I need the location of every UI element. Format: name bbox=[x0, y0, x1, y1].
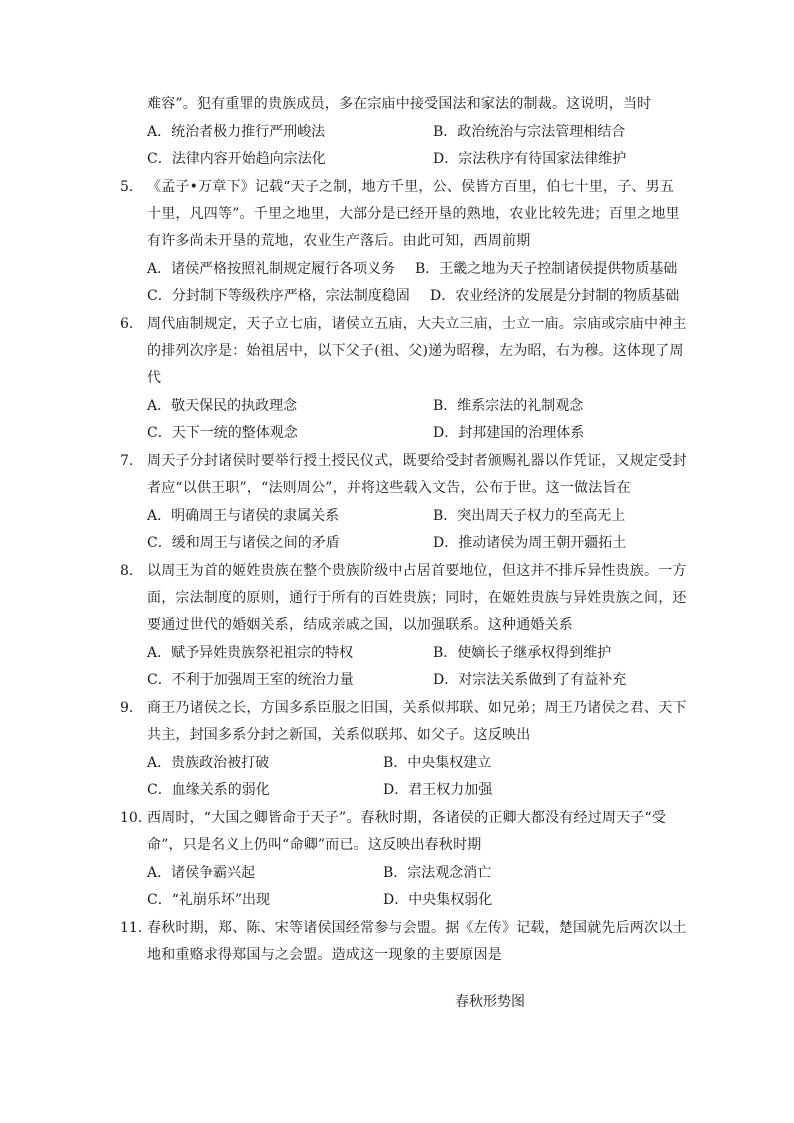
q7-line-2: 者应“以供王职”，“法则周公”，并将这些载入文告，公布于世。这一做法旨在 bbox=[147, 480, 631, 496]
q7-number: 7. bbox=[120, 453, 134, 469]
q6-line-3: 代 bbox=[147, 370, 162, 386]
q5-option-b: B．王畿之地为天子控制诸侯提供物质基础 bbox=[415, 261, 678, 277]
q10-option-d: D．中央集权弱化 bbox=[383, 892, 493, 908]
q6-option-a: A．敬天保民的执政理念 bbox=[147, 398, 298, 414]
q11-line-1: 春秋时期，郑、陈、宋等诸侯国经常参与会盟。据《左传》记载，楚国就先后两次以土 bbox=[147, 920, 687, 936]
q8-option-b: B．使嫡长子继承权得到维护 bbox=[433, 645, 612, 661]
q8-line-2: 面，宗法制度的原则，通行于所有的百姓贵族；同时，在姬姓贵族与异姓贵族之间，还 bbox=[147, 590, 687, 606]
q9-option-b: B．中央集权建立 bbox=[383, 755, 492, 771]
q9-option-c: C．血缘关系的弱化 bbox=[147, 782, 270, 798]
q6-option-d: D．封邦建国的治理体系 bbox=[433, 425, 585, 441]
q6-option-c: C．天下一统的整体观念 bbox=[147, 425, 298, 441]
figure-caption: 春秋形势图 bbox=[455, 994, 525, 1010]
q4-line-1: 难容”。犯有重罪的贵族成员，多在宗庙中接受国法和家法的制裁。这说明，当时 bbox=[147, 96, 652, 112]
q8-option-a: A．赋予异姓贵族祭祀祖宗的特权 bbox=[147, 645, 354, 661]
q5-option-d: D．农业经济的发展是分封制的物质基础 bbox=[430, 288, 680, 304]
q5-line-2: 十里，凡四等”。千里之地里，大部分是已经开垦的熟地，农业比较先进；百里之地里 bbox=[147, 206, 680, 222]
q5-option-a: A．诸侯严格按照礼制规定履行各项义务 bbox=[147, 261, 396, 277]
q7-option-c: C．缓和周王与诸侯之间的矛盾 bbox=[147, 535, 340, 551]
q6-option-b: B．维系宗法的礼制观念 bbox=[433, 398, 584, 414]
q6-line-1: 周代庙制规定，天子立七庙，诸侯立五庙，大夫立三庙，士立一庙。宗庙或宗庙中神主 bbox=[147, 316, 687, 332]
q8-option-c: C．不利于加强周王室的统治力量 bbox=[147, 672, 354, 688]
q8-line-1: 以周王为首的姬姓贵族在整个贵族阶级中占居首要地位，但这并不排斥异性贵族。一方 bbox=[147, 563, 687, 579]
q4-option-c: C．法律内容开始趋向宗法化 bbox=[147, 151, 326, 167]
q11-number: 11. bbox=[120, 920, 143, 936]
q6-number: 6. bbox=[120, 316, 134, 332]
q8-option-d: D．对宗法关系做到了有益补充 bbox=[433, 672, 627, 688]
q9-option-a: A．贵族政治被打破 bbox=[147, 755, 270, 771]
q6-line-2: 的排列次序是：始祖居中，以下父子(祖、父)递为昭穆，左为昭，右为穆。这体现了周 bbox=[147, 343, 684, 359]
q10-number: 10. bbox=[120, 810, 143, 826]
q10-option-c: C．“礼崩乐坏”出现 bbox=[147, 892, 271, 908]
q9-option-d: D．君王权力加强 bbox=[383, 782, 493, 798]
q7-option-a: A．明确周王与诸侯的隶属关系 bbox=[147, 508, 340, 524]
q10-line-2: 命”，只是名义上仍叫“命卿”而已。这反映出春秋时期 bbox=[147, 837, 482, 853]
q9-number: 9. bbox=[120, 700, 134, 716]
q10-line-1: 西周时，“大国之卿皆命于天子”。春秋时期，各诸侯的正卿大都没有经过周天子“受 bbox=[147, 810, 667, 826]
q10-option-a: A．诸侯争霸兴起 bbox=[147, 865, 256, 881]
q8-number: 8. bbox=[120, 563, 134, 579]
q5-option-c: C．分封制下等级秩序严格，宗法制度稳固 bbox=[147, 288, 410, 304]
q5-line-3: 有许多尚未开垦的荒地，农业生产落后。由此可知，西周前期 bbox=[147, 233, 531, 249]
q7-option-d: D．推动诸侯为周王朝开疆拓土 bbox=[433, 535, 627, 551]
q5-line-1: 《孟子•万章下》记载“天子之制，地方千里，公、侯皆方百里，伯七十里，子、男五 bbox=[147, 179, 675, 195]
q4-option-d: D．宗法秩序有待国家法律维护 bbox=[433, 151, 627, 167]
q8-line-3: 要通过世代的婚姻关系，结成亲戚之国，以加强联系。这种通婚关系 bbox=[147, 617, 573, 633]
q11-line-2: 地和重赂求得郑国与之会盟。造成这一现象的主要原因是 bbox=[147, 947, 502, 963]
q5-number: 5. bbox=[120, 179, 134, 195]
q4-option-a: A．统治者极力推行严刑峻法 bbox=[147, 124, 326, 140]
q7-option-b: B．突出周天子权力的至高无上 bbox=[433, 508, 626, 524]
q4-option-b: B．政治统治与宗法管理相结合 bbox=[433, 124, 626, 140]
q9-line-2: 共主，封国多系分封之新国，关系似联邦、如父子。这反映出 bbox=[147, 727, 531, 743]
q10-option-b: B．宗法观念消亡 bbox=[383, 865, 492, 881]
q7-line-1: 周天子分封诸侯时要举行授土授民仪式，既要给受封者颁赐礼器以作凭证，又规定受封 bbox=[147, 453, 687, 469]
q9-line-1: 商王乃诸侯之长，方国多系臣服之旧国，关系似邦联、如兄弟；周王乃诸侯之君、天下 bbox=[147, 700, 687, 716]
